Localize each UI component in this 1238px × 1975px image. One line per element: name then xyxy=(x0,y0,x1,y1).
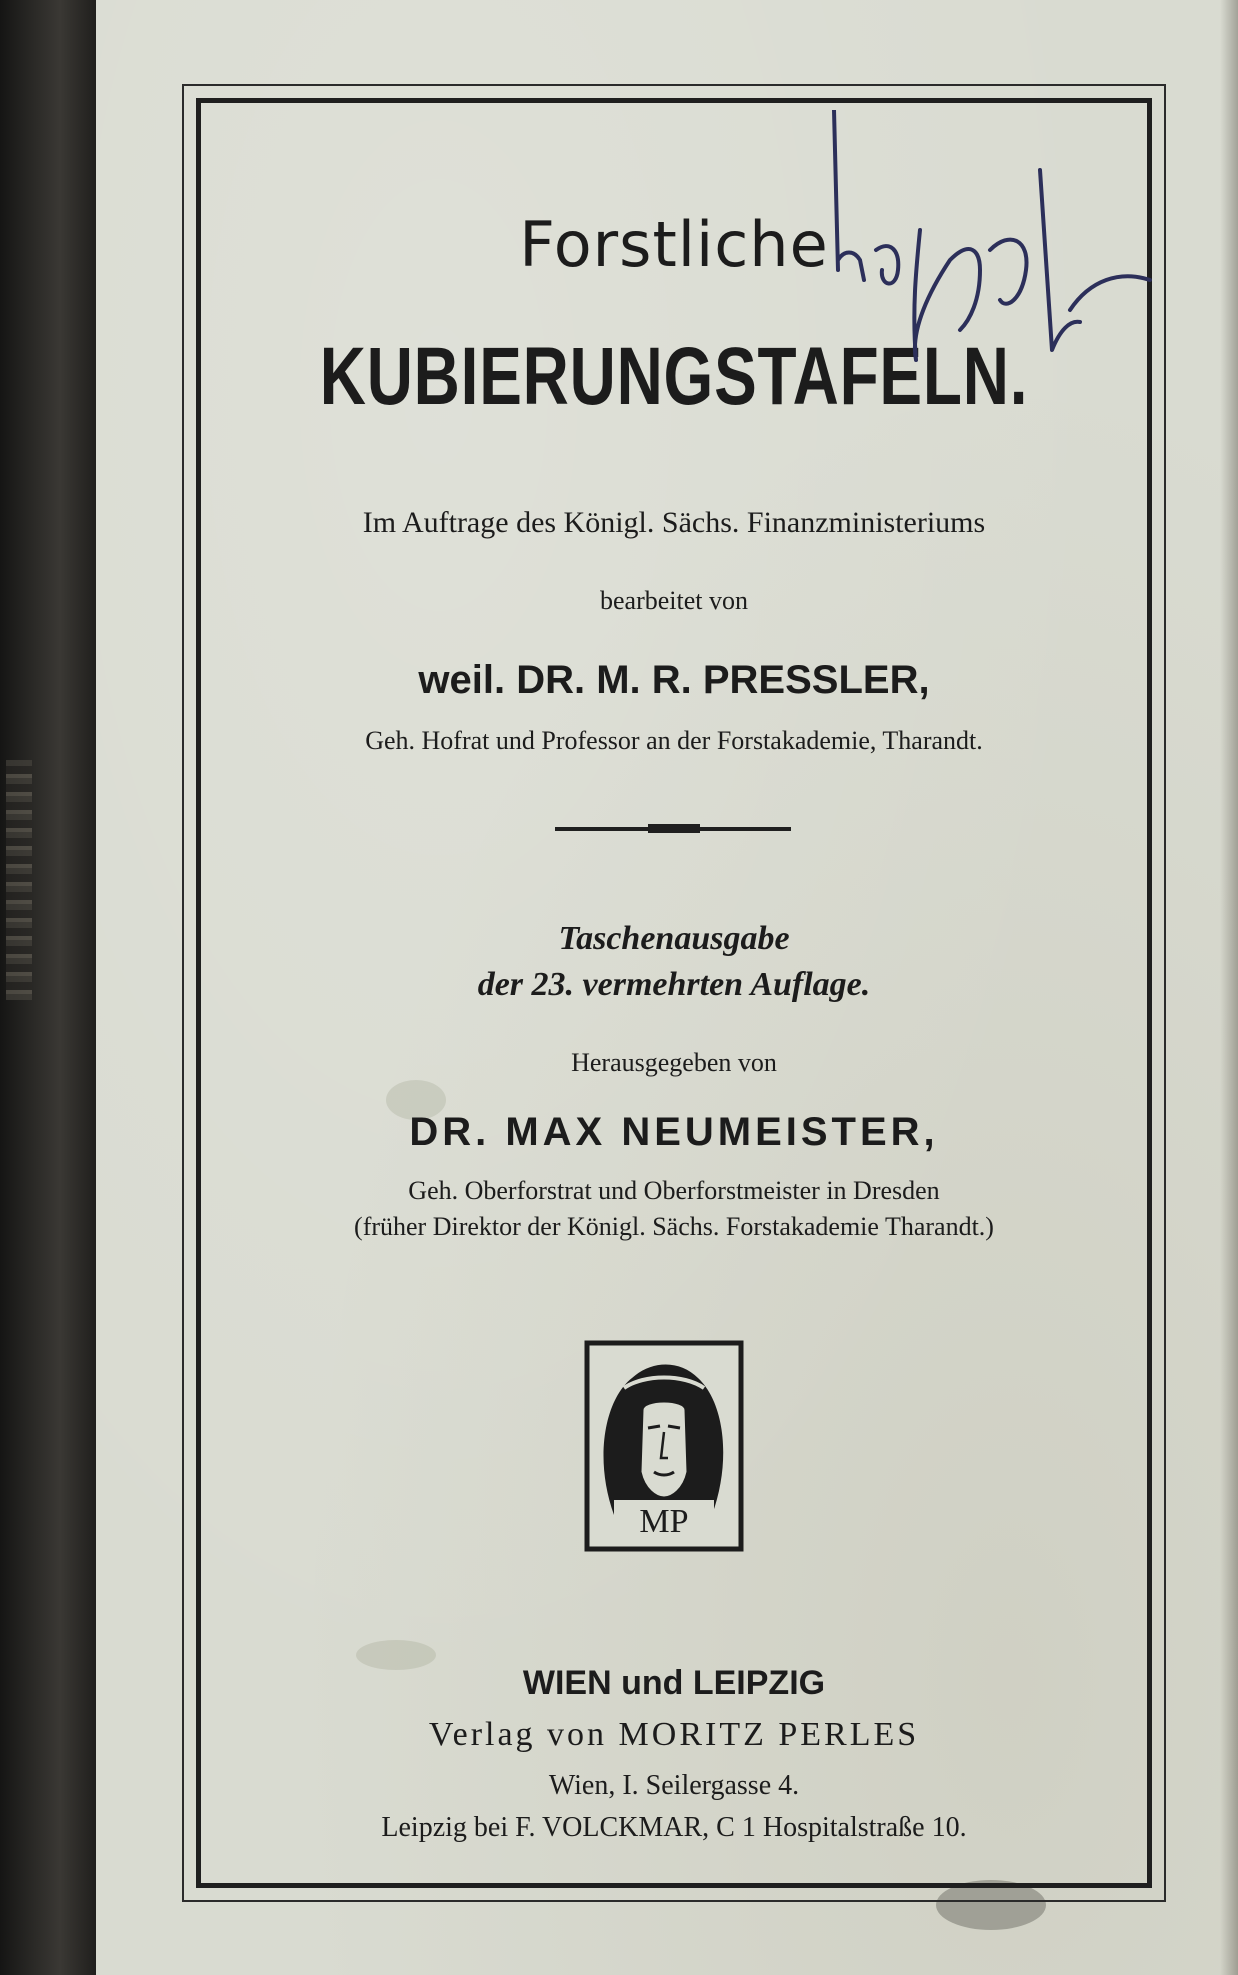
ornamental-divider-center xyxy=(648,824,700,833)
title-main: KUBIERUNGSTAFELN. xyxy=(319,331,1029,422)
edited-by-line: bearbeitet von xyxy=(600,586,748,615)
editor-role-1: Geh. Oberforstrat und Oberforstmeister in Dresden xyxy=(408,1176,940,1205)
published-by-line: Herausgegeben von xyxy=(571,1048,777,1077)
publication-city: WIEN und LEIPZIG xyxy=(522,1664,826,1702)
author-name: weil. DR. M. R. PRESSLER, xyxy=(418,658,930,702)
editor-name: DR. MAX NEUMEISTER, xyxy=(409,1110,939,1154)
spine-wear xyxy=(6,760,32,1000)
editor-role-2: (früher Direktor der Königl. Sächs. Forstakademie Tharandt.) xyxy=(354,1212,994,1241)
handwritten-signature xyxy=(820,110,1180,470)
edition-line-2: der 23. vermehrten Auflage. xyxy=(477,966,871,1003)
publisher-mark-icon xyxy=(584,1340,744,1552)
publisher-mark-letters: MP xyxy=(639,1503,689,1540)
publisher-name: Verlag von MORITZ PERLES xyxy=(428,1716,920,1753)
title-small: Forstliche xyxy=(519,208,829,281)
publisher-address-wien: Wien, I. Seilergasse 4. xyxy=(548,1770,800,1801)
author-role: Geh. Hofrat und Professor an der Forstakademie, Tharandt. xyxy=(365,726,983,755)
commission-line: Im Auftrage des Königl. Sächs. Finanzministeriums xyxy=(362,506,986,539)
cover-edge-shadow xyxy=(1220,0,1238,1975)
edition-line-1: Taschenausgabe xyxy=(558,920,790,957)
publisher-address-leipzig: Leipzig bei F. VOLCKMAR, C 1 Hospitalstraße 10. xyxy=(381,1812,967,1843)
book-spine xyxy=(0,0,100,1975)
